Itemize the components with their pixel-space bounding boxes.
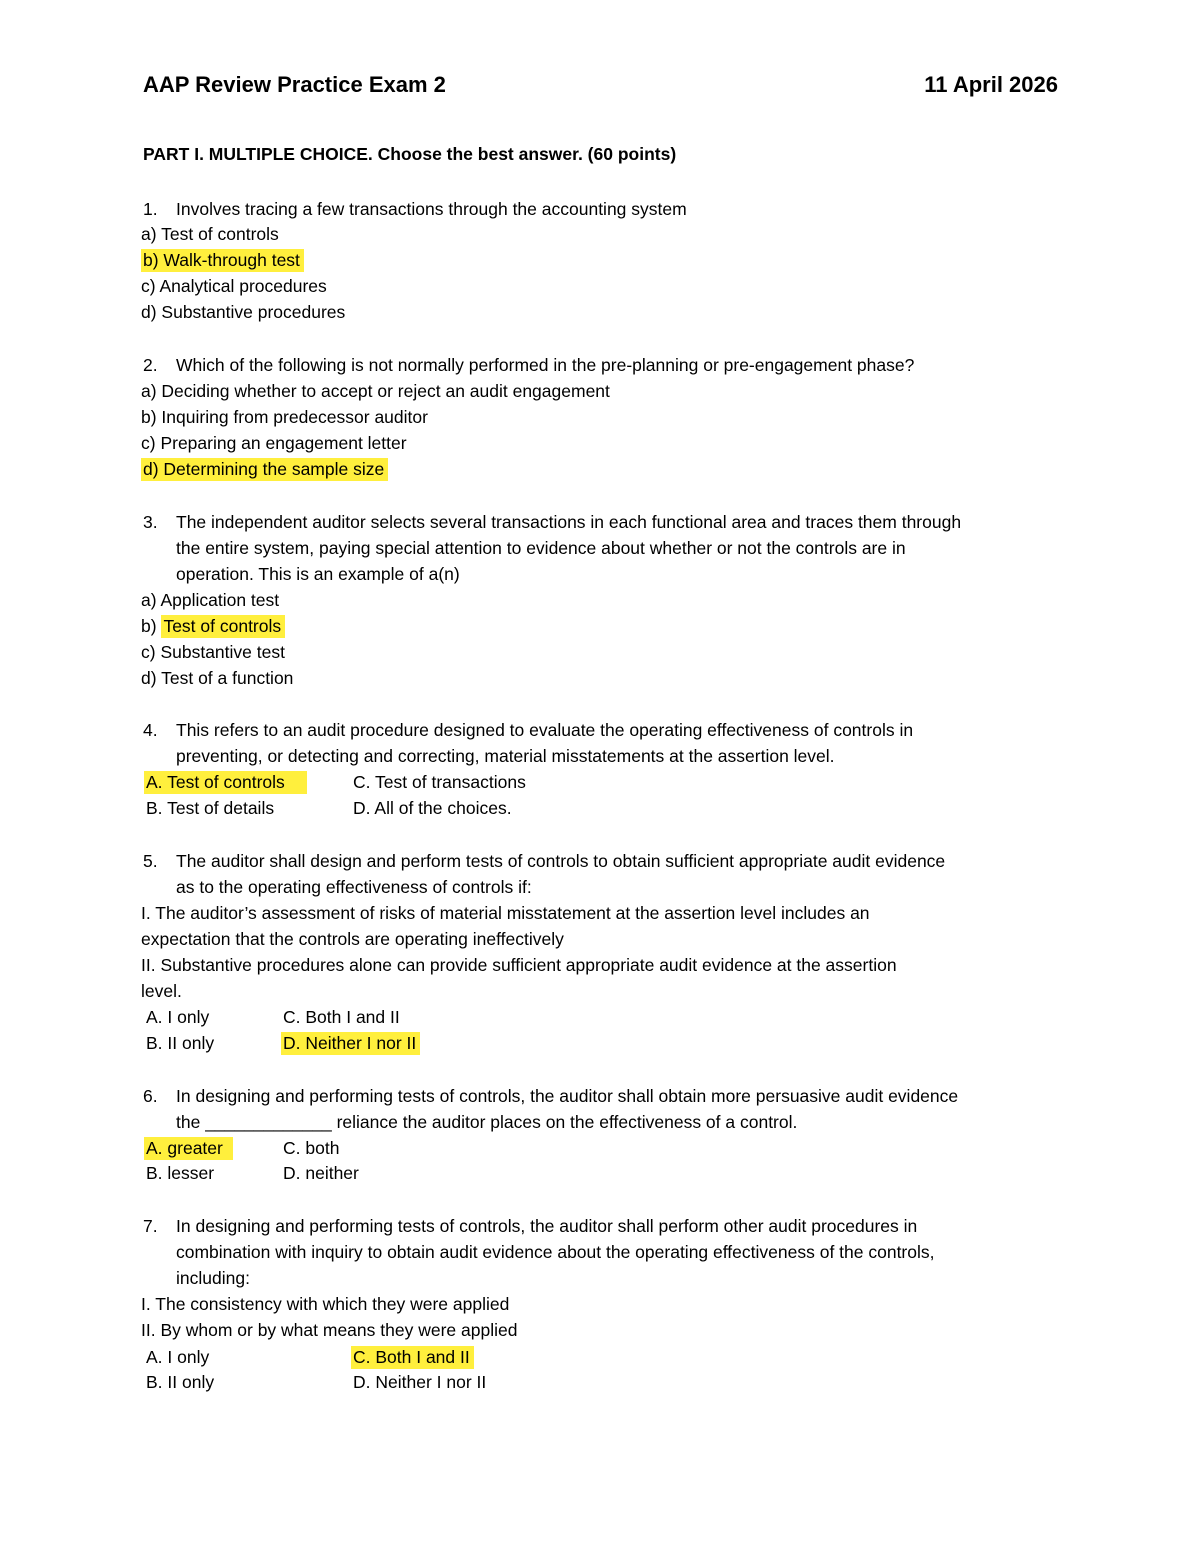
answer-highlight: Test of controls xyxy=(161,615,285,638)
answer-highlight: C. Both I and II xyxy=(351,1346,474,1369)
q7-option-c xyxy=(351,1345,474,1369)
q3-option-b xyxy=(141,614,285,638)
option-prefix: b) xyxy=(141,616,157,636)
q6-option-b: B. lesser xyxy=(146,1163,215,1183)
q2-option-d xyxy=(141,457,388,481)
question-number: 2. xyxy=(143,355,158,375)
part-heading: PART I. MULTIPLE CHOICE. Choose the best answer. (60 points) xyxy=(143,144,677,164)
q4-option-a xyxy=(144,770,307,794)
question-6 xyxy=(143,1084,958,1108)
question-3 xyxy=(143,510,961,534)
q5-option-c: C. Both I and II xyxy=(283,1007,400,1027)
q1-option-b xyxy=(141,248,304,272)
question-text: In designing and performing tests of controls, the auditor shall perform other audit procedures in xyxy=(176,1216,918,1236)
answer-highlight: A. Test of controls xyxy=(144,771,307,794)
question-number: 3. xyxy=(143,512,158,532)
question-7 xyxy=(143,1214,917,1238)
answer-highlight: D. Neither I nor II xyxy=(281,1032,420,1055)
question-text: In designing and performing tests of controls, the auditor shall obtain more persuasive audit evidence xyxy=(176,1086,959,1106)
statement-1: I. The auditor’s assessment of risks of material misstatement at the assertion level includes an xyxy=(141,903,870,923)
q5-option-b: B. II only xyxy=(146,1033,215,1053)
answer-highlight: A. greater xyxy=(144,1137,233,1160)
question-number: 6. xyxy=(143,1086,158,1106)
q4-option-d: D. All of the choices. xyxy=(353,798,512,818)
q4-option-c: C. Test of transactions xyxy=(353,772,526,792)
q7-option-a: A. I only xyxy=(146,1347,210,1367)
q6-option-a xyxy=(144,1136,233,1160)
q3-option-c: c) Substantive test xyxy=(141,642,285,662)
q3-option-a: a) Application test xyxy=(141,590,280,610)
answer-highlight: d) Determining the sample size xyxy=(141,458,388,481)
q6-option-c: C. both xyxy=(283,1138,340,1158)
q5-option-d xyxy=(281,1031,420,1055)
question-number: 4. xyxy=(143,720,158,740)
q2-option-b: b) Inquiring from predecessor auditor xyxy=(141,407,428,427)
statement-2: II. By whom or by what means they were applied xyxy=(141,1320,518,1340)
question-1 xyxy=(143,197,687,221)
question-text-cont: preventing, or detecting and correcting, material misstatements at the assertion level. xyxy=(176,746,835,766)
statement-1-cont: expectation that the controls are operating ineffectively xyxy=(141,929,564,949)
answer-highlight: b) Walk-through test xyxy=(141,249,304,272)
exam-date: 11 April 2026 xyxy=(924,72,1058,97)
question-text: The independent auditor selects several transactions in each functional area and traces them through xyxy=(176,512,962,532)
question-2 xyxy=(143,353,914,377)
q1-option-c: c) Analytical procedures xyxy=(141,276,327,296)
exam-title: AAP Review Practice Exam 2 xyxy=(143,72,446,97)
q7-option-d: D. Neither I nor II xyxy=(353,1372,487,1392)
question-text: Involves tracing a few transactions through the accounting system xyxy=(176,199,687,219)
q7-option-b: B. II only xyxy=(146,1372,215,1392)
question-text: The auditor shall design and perform tests of controls to obtain sufficient appropriate audit evidence xyxy=(176,851,946,871)
q2-option-c: c) Preparing an engagement letter xyxy=(141,433,407,453)
q5-option-a: A. I only xyxy=(146,1007,210,1027)
question-text-cont: the _____________ reliance the auditor places on the effectiveness of a control. xyxy=(176,1112,798,1132)
question-number: 7. xyxy=(143,1216,158,1236)
q3-option-d: d) Test of a function xyxy=(141,668,294,688)
q1-option-d: d) Substantive procedures xyxy=(141,302,346,322)
question-4 xyxy=(143,718,913,742)
question-text-cont: operation. This is an example of a(n) xyxy=(176,564,460,584)
header xyxy=(143,72,1058,106)
question-number: 1. xyxy=(143,199,158,219)
question-5 xyxy=(143,849,945,873)
q1-option-a: a) Test of controls xyxy=(141,224,279,244)
question-text: This refers to an audit procedure designed to evaluate the operating effectiveness of controls in xyxy=(176,720,914,740)
q4-option-b: B. Test of details xyxy=(146,798,275,818)
question-text-cont: the entire system, paying special attention to evidence about whether or not the controls are in xyxy=(176,538,906,558)
question-text-cont: including: xyxy=(176,1268,250,1288)
statement-2-cont: level. xyxy=(141,981,182,1001)
statement-2: II. Substantive procedures alone can provide sufficient appropriate audit evidence at the assertion xyxy=(141,955,897,975)
question-text-cont: combination with inquiry to obtain audit evidence about the operating effectiveness of the controls, xyxy=(176,1242,935,1262)
q2-option-a: a) Deciding whether to accept or reject an audit engagement xyxy=(141,381,610,401)
question-text: Which of the following is not normally performed in the pre-planning or pre-engagement phase? xyxy=(176,355,915,375)
statement-1: I. The consistency with which they were applied xyxy=(141,1294,510,1314)
question-number: 5. xyxy=(143,851,158,871)
q6-option-d: D. neither xyxy=(283,1163,359,1183)
question-text-cont: as to the operating effectiveness of controls if: xyxy=(176,877,532,897)
